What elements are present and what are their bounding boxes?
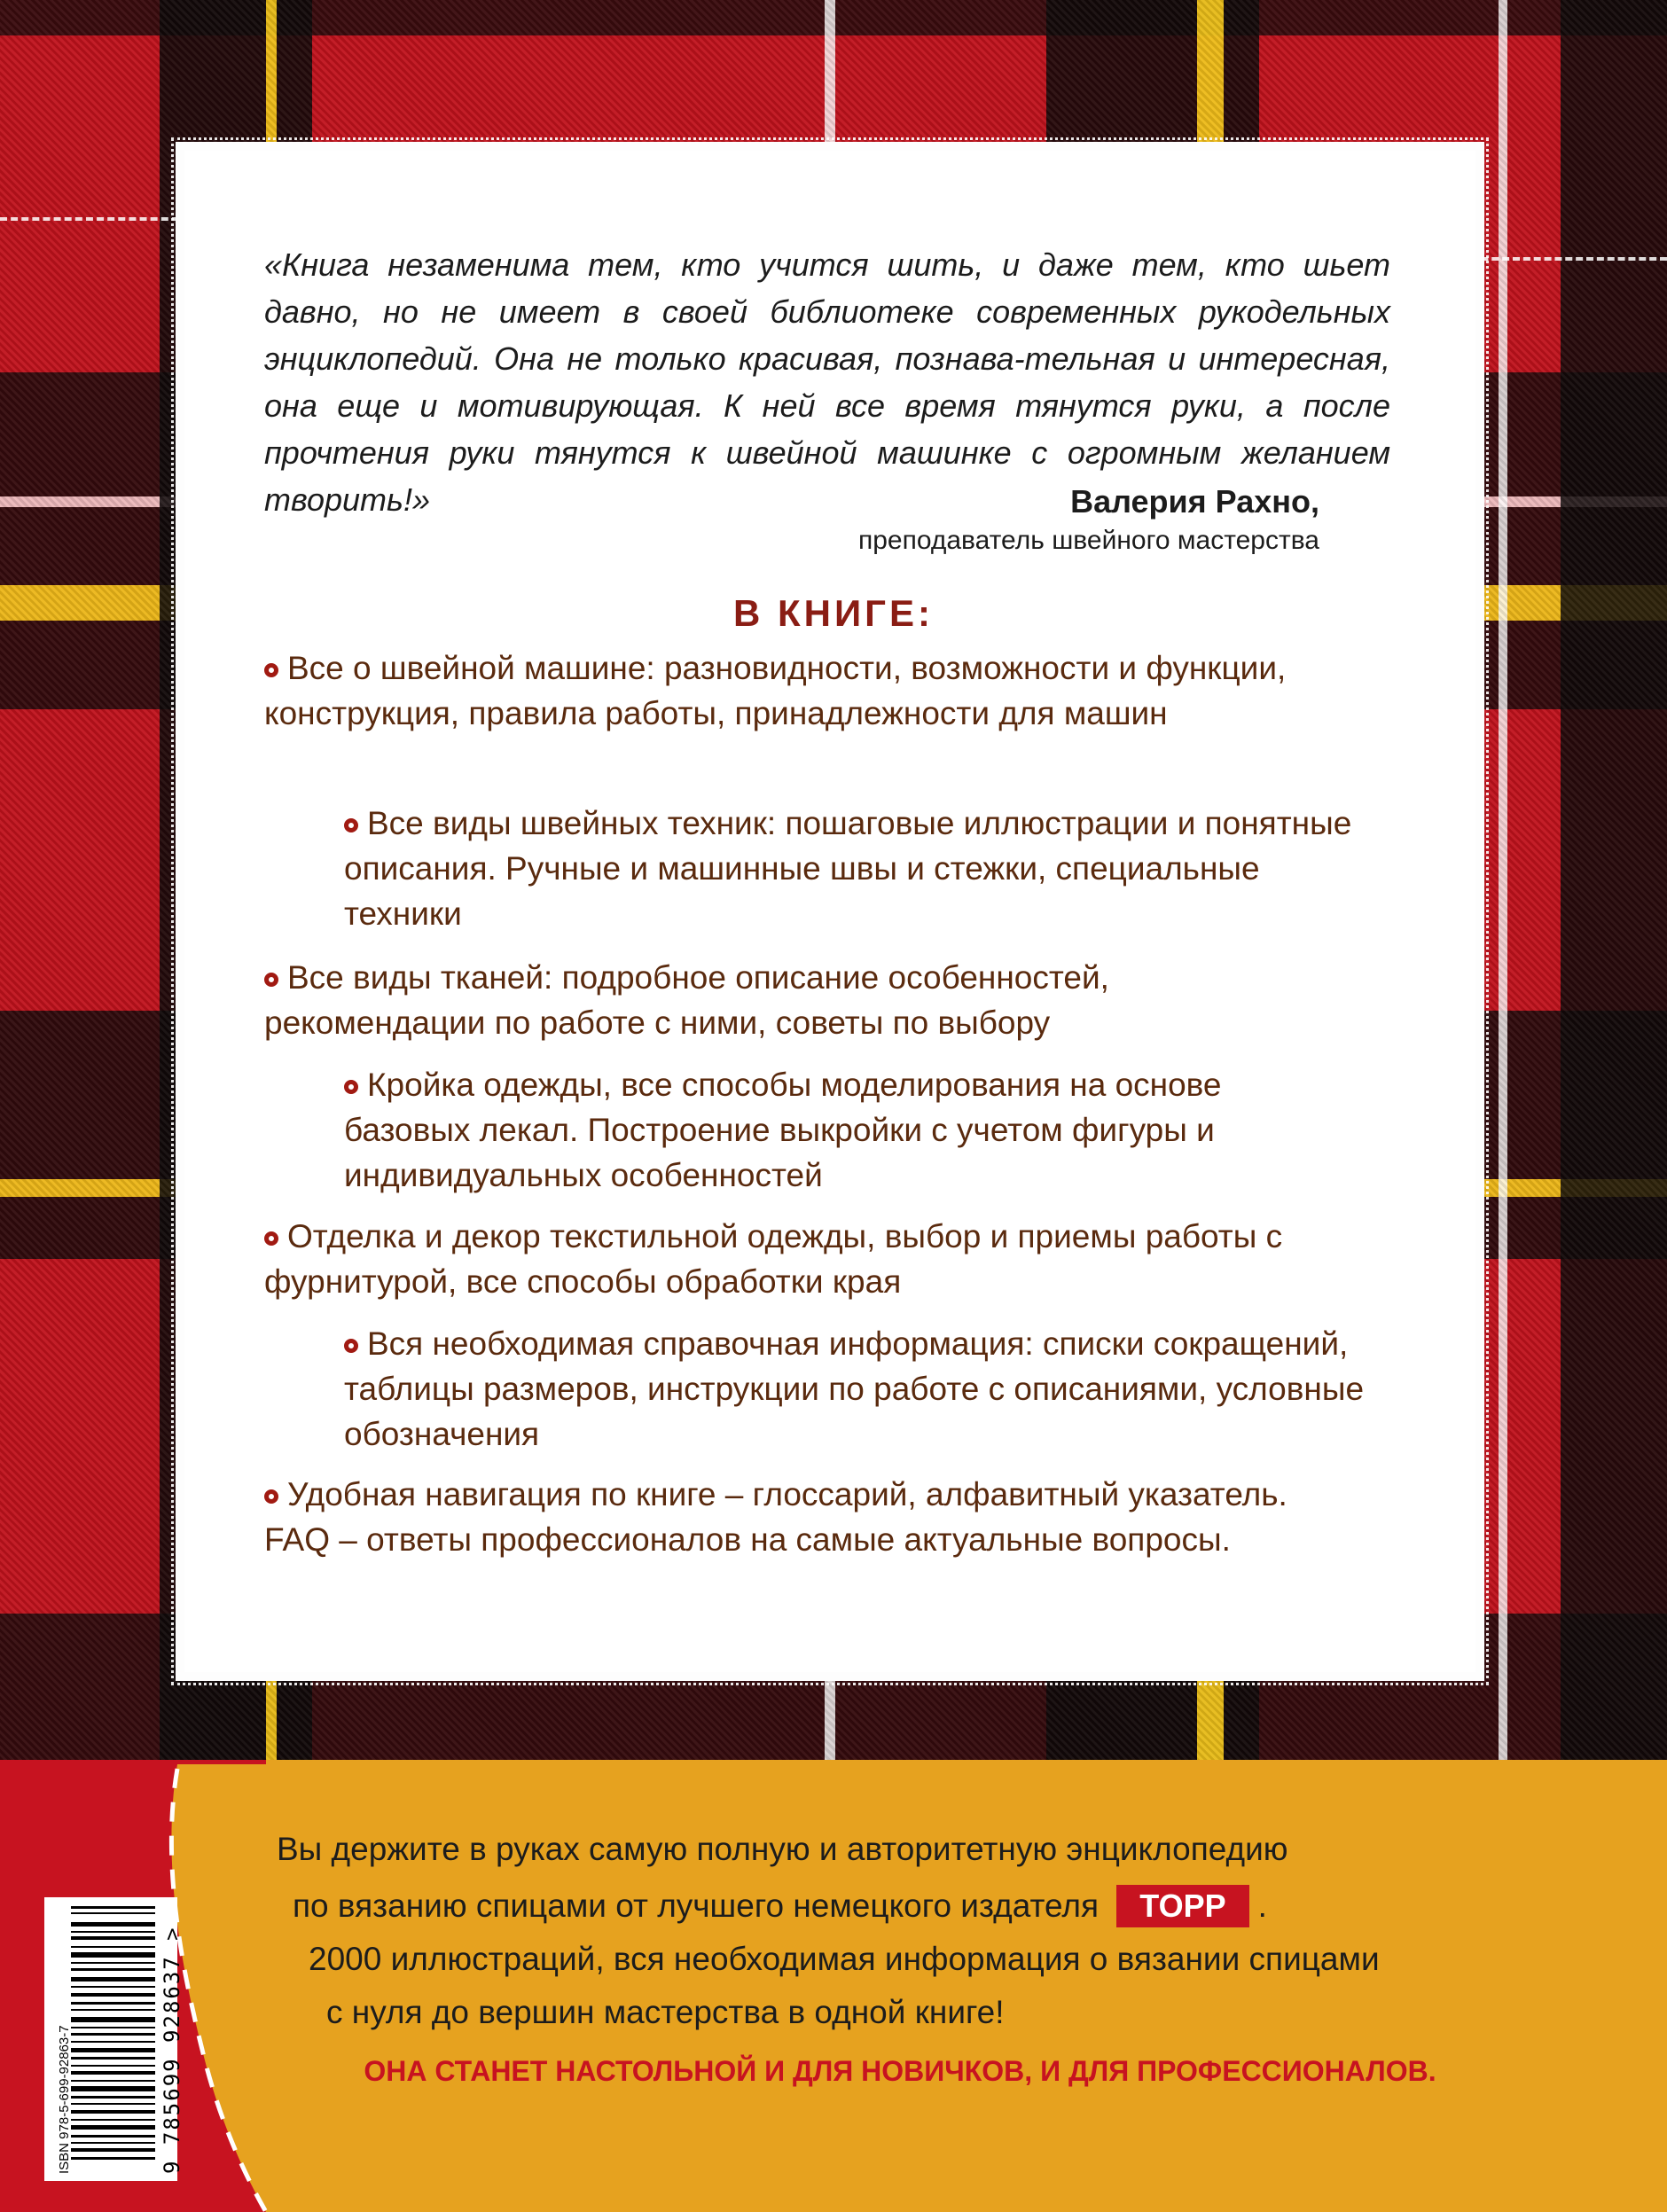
- publisher-logo: TOPP: [1116, 1885, 1248, 1927]
- contents-item: Вся необходимая справочная информация: списки сокращений, таблицы размеров, инструкции по работе с описаниями, условные обозначения: [344, 1325, 1365, 1452]
- bullet-icon: [264, 973, 278, 987]
- contents-item: Кройка одежды, все способы моделирования на основе базовых лекал. Построение выкройки с учетом фигуры и индивидуальных особенностей: [344, 1067, 1222, 1193]
- testimonial-author-role: преподаватель швейного мастерства: [857, 526, 1319, 555]
- contents-item: Удобная навигация по книге – глоссарий, алфавитный указатель. FAQ – ответы профессионалов на самые актуальные вопросы.: [264, 1476, 1287, 1558]
- tagline: ОНА СТАНЕТ НАСТОЛЬНОЙ И ДЛЯ НОВИЧКОВ, И ДЛЯ ПРОФЕССИОНАЛОВ.: [364, 2055, 1436, 2087]
- bullet-icon: [344, 1080, 358, 1094]
- contents-item: Отделка и декор текстильной одежды, выбор и приемы работы с фурнитурой, все способы обработки края: [264, 1218, 1283, 1300]
- contents-item: Все виды тканей: подробное описание особенностей, рекомендации по работе с ними, советы по выбору: [264, 959, 1109, 1041]
- contents-heading: В КНИГЕ:: [733, 592, 934, 634]
- testimonial-quote: «Книга незаменима тем, кто учится шить, и даже тем, кто шьет давно, но не имеет в своей библиотеке современных рукодельных энциклопедий. Она не только красивая, познава-тельная и интересная, она еще и мотивирующая. К ней все время тянутся руки, а после прочтения руки тянутся к швейной машинке с огромным желанием творить!»: [264, 246, 1390, 518]
- contents-item: Все о швейной машине: разновидности, возможности и функции, конструкция, правила работы, принадлежности для машин: [264, 650, 1287, 731]
- isbn-label: ISBN 978-5-699-92863-7: [57, 2025, 72, 2174]
- promo-line: 2000 иллюстраций, вся необходимая информация о вязании спицами: [309, 1941, 1380, 1977]
- bullet-icon: [264, 1231, 278, 1246]
- bullet-icon: [264, 663, 278, 677]
- promo-line: с нуля до вершин мастерства в одной книге!: [326, 1994, 1005, 2030]
- contents-item: Все виды швейных техник: пошаговые иллюстрации и понятные описания. Ручные и машинные швы и стежки, специальные техники: [344, 805, 1352, 932]
- ean-number: 9 785699 928637 >: [160, 1926, 184, 2174]
- bullet-icon: [264, 1489, 278, 1504]
- bullet-icon: [344, 818, 358, 832]
- testimonial-author: Валерия Рахно,: [1070, 483, 1319, 520]
- promo-line: по вязанию спицами от лучшего немецкого издателя TOPP .: [293, 1881, 1267, 1931]
- bullet-icon: [344, 1339, 358, 1353]
- promo-line: Вы держите в руках самую полную и авторитетную энциклопедию: [277, 1831, 1288, 1867]
